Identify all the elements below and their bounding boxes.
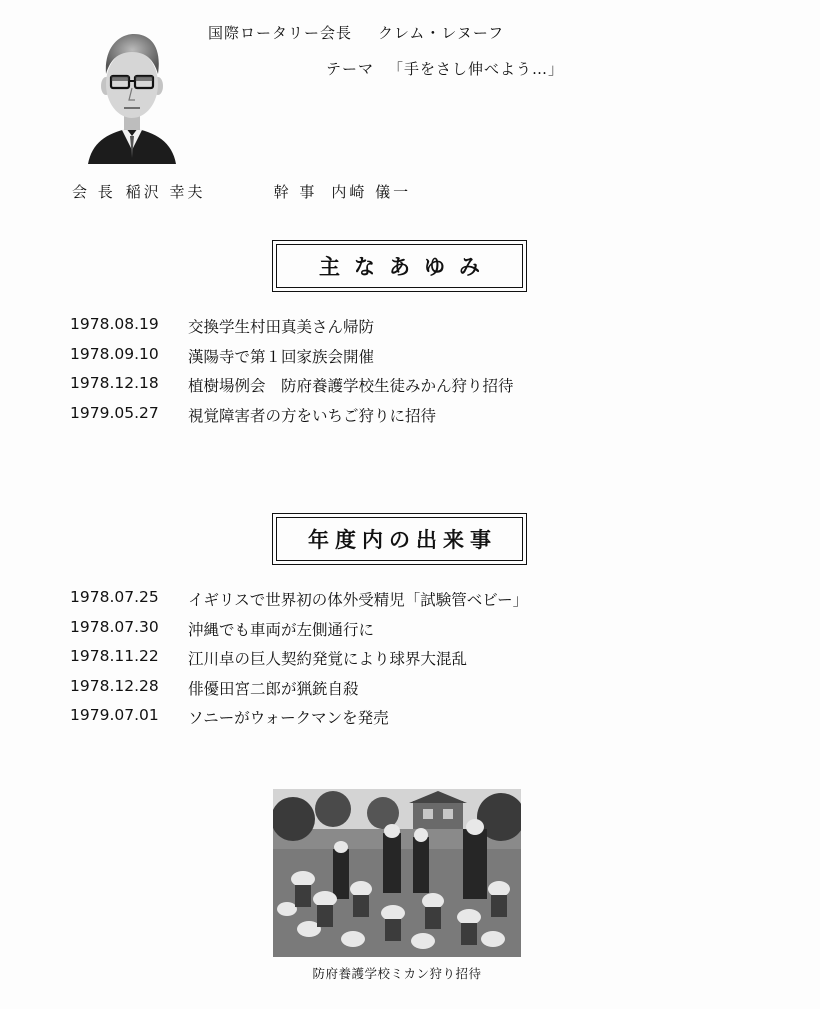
item-event: 交換学生村田真美さん帰防	[188, 318, 375, 336]
item-date: 1978.11.22	[70, 647, 159, 665]
section-title-box-events	[272, 513, 527, 565]
rotary-president-line	[208, 22, 504, 43]
item-date: 1978.08.19	[70, 315, 159, 333]
theme-line	[326, 58, 564, 79]
list-item	[70, 677, 528, 707]
rotary-title: 国際ロータリー会長	[208, 24, 353, 42]
theme-label: テーマ	[326, 60, 375, 78]
list-item	[70, 404, 514, 434]
item-event: 俳優田宮二郎が猟銃自殺	[188, 679, 359, 698]
photo-caption: 防府養護学校ミカン狩り招待	[312, 966, 482, 981]
list-item	[70, 706, 528, 736]
item-event: 江川卓の巨人契約発覚により球界大混乱	[188, 650, 468, 668]
item-date: 1978.12.28	[70, 676, 159, 695]
section-title-box-milestones	[272, 240, 527, 292]
milestones-list	[70, 315, 514, 433]
events-list	[70, 588, 528, 736]
item-date: 1978.07.25	[70, 588, 159, 606]
section-title-milestones: 主なあゆみ	[276, 244, 523, 288]
list-item	[70, 315, 514, 345]
list-item	[70, 618, 528, 648]
item-date: 1978.12.18	[70, 374, 159, 392]
item-event: 植樹場例会 防府養護学校生徒みかん狩り招待	[188, 377, 514, 395]
item-date: 1979.05.27	[70, 403, 159, 422]
list-item	[70, 374, 514, 404]
item-event: 漢陽寺で第１回家族会開催	[188, 347, 375, 366]
section-title-events: 年度内の出来事	[276, 517, 523, 561]
secretary-name: 内崎 儀一	[331, 183, 412, 201]
item-event: 視覚障害者の方をいちご狩りに招待	[188, 406, 437, 425]
secretary-label: 幹 事	[273, 183, 318, 201]
theme-text: 「手をさし伸べよう…」	[388, 60, 565, 78]
president-portrait	[86, 24, 178, 164]
list-item	[70, 345, 514, 375]
item-date: 1978.07.30	[70, 617, 159, 636]
president-label: 会 長	[72, 183, 116, 201]
club-president-name: 稲沢 幸夫	[125, 183, 206, 201]
officers-line	[72, 181, 411, 202]
item-event: イギリスで世界初の体外受精児「試験管ベビー」	[188, 591, 529, 609]
list-item	[70, 647, 528, 677]
orange-picking-photo	[273, 789, 521, 957]
item-date: 1978.09.10	[70, 344, 159, 363]
item-event: 沖縄でも車両が左側通行に	[188, 620, 375, 639]
rotary-president-name: クレム・レヌーフ	[378, 24, 505, 42]
list-item	[70, 588, 528, 618]
item-event: ソニーがウォークマンを発売	[188, 709, 389, 727]
item-date: 1979.07.01	[70, 706, 159, 724]
